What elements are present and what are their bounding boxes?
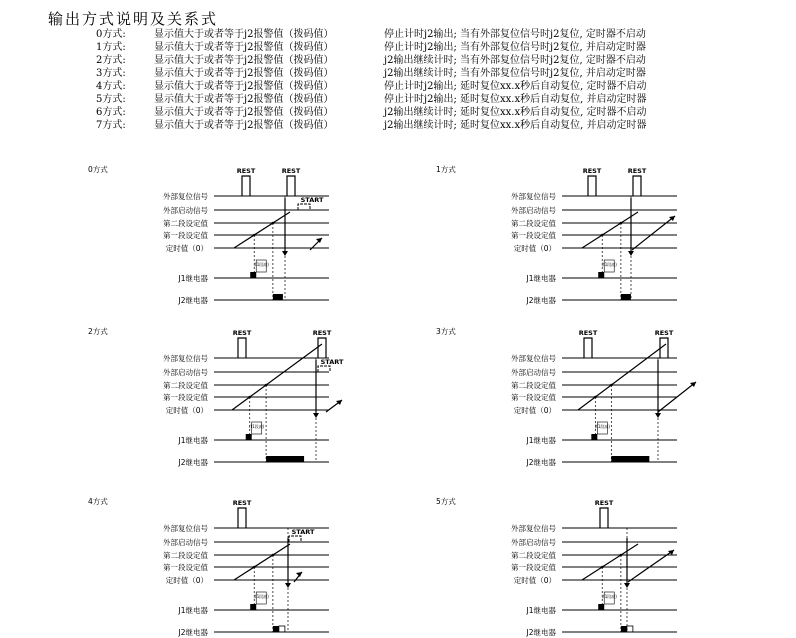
diagram-mode-label: 1方式 xyxy=(436,165,456,174)
j2-active-block xyxy=(621,626,627,632)
j1-detail-label: (t1段减) xyxy=(601,262,617,267)
mode-output: j2输出继续计时; 延时复位xx.x秒后自动复位, 定时器不启动 xyxy=(384,107,647,118)
start-pulse xyxy=(298,204,310,210)
reset-pulse xyxy=(318,338,326,358)
reset-pulse-label: REST xyxy=(627,167,647,175)
mode-condition: 显示值大于或者等于j2报警值（拨码值） xyxy=(154,68,334,79)
restart-ramp xyxy=(632,216,675,250)
timer-ramp xyxy=(582,544,638,580)
j2-active-block xyxy=(266,456,304,462)
row-label-timer: 定时值（0） xyxy=(165,244,208,253)
mode-condition: 显示值大于或者等于j2报警值（拨码值） xyxy=(154,42,334,53)
mode-condition: 显示值大于或者等于j2报警值（拨码值） xyxy=(154,81,334,92)
j2-active-block xyxy=(273,294,283,300)
timing-diagram-3 xyxy=(436,326,696,467)
mode-condition: 显示值大于或者等于j2报警值（拨码值） xyxy=(154,29,334,40)
timing-diagram-4 xyxy=(88,496,329,637)
reset-pulse xyxy=(633,176,641,196)
mode-key: 2方式: xyxy=(96,55,126,66)
row-label-j2: J2继电器 xyxy=(526,628,556,637)
restart-arrow xyxy=(316,238,322,243)
row-label-reset: 外部复位信号 xyxy=(511,192,556,201)
reset-pulse-label: REST xyxy=(232,499,252,507)
start-pulse-label: START xyxy=(291,528,315,536)
row-label-timer: 定时值（0） xyxy=(165,576,208,585)
reset-pulse-label: REST xyxy=(236,167,256,175)
j2-active-block xyxy=(273,626,279,632)
j1-detail-label: (t1段减) xyxy=(594,424,610,429)
start-pulse xyxy=(289,536,301,542)
j1-active-block xyxy=(591,434,597,440)
mode-condition: 显示值大于或者等于j2报警值（拨码值） xyxy=(154,94,334,105)
mode-key: 3方式: xyxy=(96,68,126,79)
row-label-start: 外部启动信号 xyxy=(163,538,208,547)
reset-pulse-label: REST xyxy=(578,329,598,337)
timer-ramp xyxy=(578,344,666,410)
row-label-stage2: 第二段设定值 xyxy=(511,219,556,228)
row-label-j1: J1继电器 xyxy=(178,436,208,445)
diagram-mode-label: 2方式 xyxy=(88,327,108,336)
mode-output: 停止计时j2输出; 当有外部复位信号时j2复位, 定时器不启动 xyxy=(384,29,646,40)
mode-key: 4方式: xyxy=(96,81,126,92)
row-label-j2: J2继电器 xyxy=(178,296,208,305)
row-label-stage1: 第一段设定值 xyxy=(511,393,556,402)
row-label-timer: 定时值（0） xyxy=(513,244,556,253)
row-label-reset: 外部复位信号 xyxy=(163,524,208,533)
j1-active-block xyxy=(598,604,604,610)
diagram-mode-label: 0方式 xyxy=(88,165,108,174)
reset-pulse xyxy=(238,508,246,528)
row-label-stage1: 第一段设定值 xyxy=(163,393,208,402)
j1-detail-label: (t1段减) xyxy=(249,424,265,429)
reset-pulse xyxy=(588,176,596,196)
j1-active-block xyxy=(598,272,604,278)
reset-pulse xyxy=(242,176,250,196)
reset-pulse-label: REST xyxy=(654,329,674,337)
row-label-j1: J1继电器 xyxy=(178,274,208,283)
reset-pulse xyxy=(600,508,608,528)
row-label-reset: 外部复位信号 xyxy=(163,354,208,363)
mode-output: 停止计时j2输出; 当有外部复位信号时j2复位, 并启动定时器 xyxy=(384,42,646,53)
row-label-start: 外部启动信号 xyxy=(511,206,556,215)
mode-output: j2输出继续计时; 延时复位xx.x秒后自动复位, 并启动定时器 xyxy=(384,120,647,131)
row-label-timer: 定时值（0） xyxy=(513,576,556,585)
diagram-mode-label: 5方式 xyxy=(436,497,456,506)
j2-active-block xyxy=(611,456,649,462)
row-label-stage2: 第二段设定值 xyxy=(163,219,208,228)
mode-output: 停止计时j2输出; 延时复位xx.x秒后自动复位, 并启动定时器 xyxy=(384,94,647,105)
reset-pulse-label: REST xyxy=(281,167,301,175)
row-label-stage2: 第二段设定值 xyxy=(163,381,208,390)
mode-key: 7方式: xyxy=(96,120,126,131)
diagram-mode-label: 4方式 xyxy=(88,497,108,506)
mode-output: j2输出继续计时; 当有外部复位信号时j2复位, 定时器不启动 xyxy=(384,55,646,66)
reset-pulse xyxy=(287,176,295,196)
row-label-start: 外部启动信号 xyxy=(163,368,208,377)
row-label-start: 外部启动信号 xyxy=(163,206,208,215)
timing-diagram-1 xyxy=(436,164,677,305)
row-label-j1: J1继电器 xyxy=(526,274,556,283)
row-label-j2: J2继电器 xyxy=(526,458,556,467)
row-label-start: 外部启动信号 xyxy=(511,538,556,547)
mode-output: j2输出继续计时; 当有外部复位信号时j2复位, 并启动定时器 xyxy=(384,68,646,79)
j1-active-block xyxy=(250,604,256,610)
timer-ramp xyxy=(234,544,290,580)
row-label-stage1: 第一段设定值 xyxy=(511,231,556,240)
start-pulse xyxy=(318,366,330,372)
row-label-j2: J2继电器 xyxy=(178,628,208,637)
mode-condition: 显示值大于或者等于j2报警值（拨码值） xyxy=(154,120,334,131)
j2-open-block xyxy=(279,626,285,632)
reset-pulse-label: REST xyxy=(582,167,602,175)
diagram-mode-label: 3方式 xyxy=(436,327,456,336)
row-label-stage1: 第一段设定值 xyxy=(163,231,208,240)
row-label-stage2: 第二段设定值 xyxy=(511,381,556,390)
row-label-reset: 外部复位信号 xyxy=(511,354,556,363)
row-label-stage2: 第二段设定值 xyxy=(163,551,208,560)
page-title: 输出方式说明及关系式 xyxy=(48,10,219,28)
reset-pulse-label: REST xyxy=(312,329,332,337)
j1-detail-label: (t1段减) xyxy=(253,262,269,267)
mode-key: 6方式: xyxy=(96,107,126,118)
j1-active-block xyxy=(250,272,256,278)
timing-diagram-0 xyxy=(88,164,329,305)
mode-condition: 显示值大于或者等于j2报警值（拨码值） xyxy=(154,107,334,118)
timing-diagram-2 xyxy=(88,326,344,467)
mode-key: 0方式: xyxy=(96,29,126,40)
row-label-stage1: 第一段设定值 xyxy=(511,563,556,572)
start-pulse-label: START xyxy=(300,196,324,204)
start-pulse-label: START xyxy=(320,358,344,366)
reset-pulse-label: REST xyxy=(232,329,252,337)
row-label-j1: J1继电器 xyxy=(178,606,208,615)
j2-open-block xyxy=(627,626,633,632)
j2-active-block xyxy=(621,294,631,300)
timing-diagram-5 xyxy=(436,496,677,637)
reset-pulse xyxy=(238,338,246,358)
mode-key: 5方式: xyxy=(96,94,126,105)
j1-detail-label: (t1段减) xyxy=(601,594,617,599)
row-label-reset: 外部复位信号 xyxy=(511,524,556,533)
row-label-j2: J2继电器 xyxy=(178,458,208,467)
mode-condition: 显示值大于或者等于j2报警值（拨码值） xyxy=(154,55,334,66)
reset-pulse-label: REST xyxy=(594,499,614,507)
row-label-timer: 定时值（0） xyxy=(165,406,208,415)
row-label-stage2: 第二段设定值 xyxy=(511,551,556,560)
mode-output: 停止计时j2输出; 延时复位xx.x秒后自动复位, 定时器不启动 xyxy=(384,81,647,92)
row-label-start: 外部启动信号 xyxy=(511,368,556,377)
timer-ramp xyxy=(582,212,638,248)
mode-key: 1方式: xyxy=(96,42,126,53)
row-label-j1: J1继电器 xyxy=(526,606,556,615)
j1-active-block xyxy=(246,434,252,440)
row-label-stage1: 第一段设定值 xyxy=(163,563,208,572)
row-label-timer: 定时值（0） xyxy=(513,406,556,415)
row-label-reset: 外部复位信号 xyxy=(163,192,208,201)
row-label-j1: J1继电器 xyxy=(526,436,556,445)
reset-pulse xyxy=(584,338,592,358)
timer-ramp xyxy=(234,212,290,248)
row-label-j2: J2继电器 xyxy=(526,296,556,305)
j1-detail-label: (t1段减) xyxy=(253,594,269,599)
